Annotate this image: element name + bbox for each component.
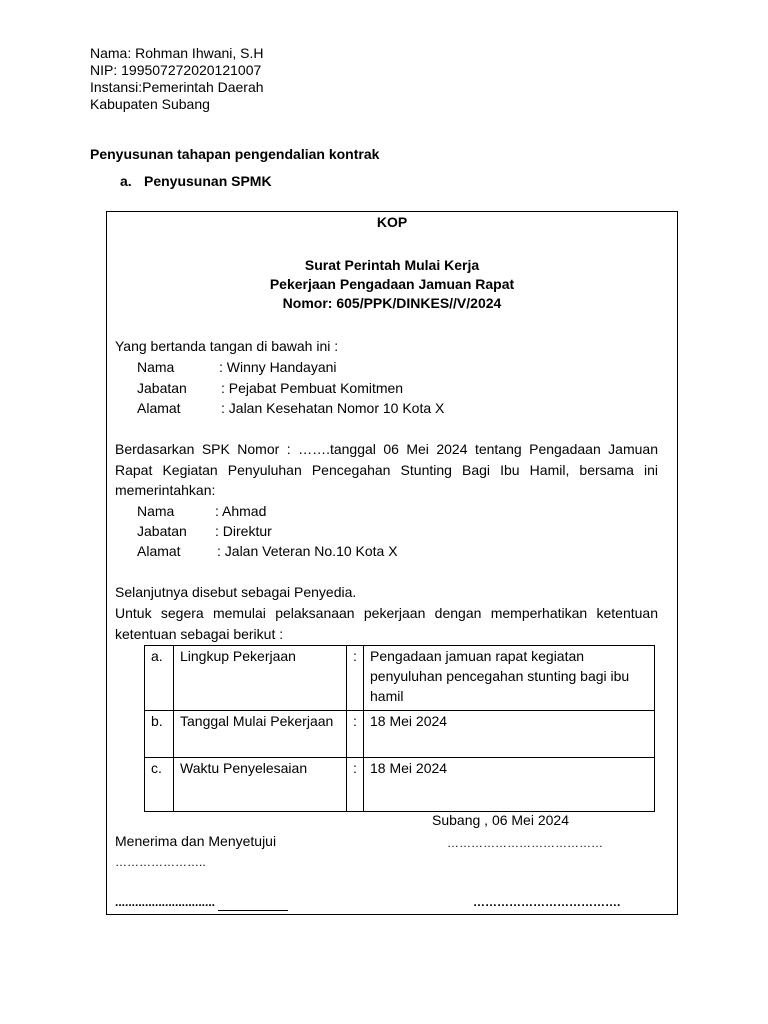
row-marker: a.	[145, 646, 174, 711]
letter-number: Nomor: 605/PPK/DINKES//V/2024	[282, 295, 502, 311]
row-label: Lingkup Pekerjaan	[174, 646, 347, 711]
table-row	[145, 758, 655, 812]
row-separator: :	[347, 646, 364, 711]
letter-title: Surat Perintah Mulai Kerja	[304, 257, 480, 273]
place-date: Subang , 06 Mei 2024	[432, 812, 569, 828]
row-value: Pengadaan jamuan rapat kegiatan penyuluhan pencegahan stunting bagi ibu hamil	[364, 646, 655, 711]
subsection-heading: Penyusunan SPMK	[144, 173, 272, 189]
signer-jabatan-label: Jabatan	[137, 380, 187, 396]
provider-note: Selanjutnya disebut sebagai Penyedia.	[115, 584, 357, 600]
intro-text: Yang bertanda tangan di bawah ini :	[115, 338, 339, 354]
instruction-line-1: Untuk segera memulai pelaksanaan pekerjaan dengan memperhatikan ketentuan	[115, 605, 658, 621]
signature-line-right: ……………………………….	[473, 895, 621, 909]
row-separator: :	[347, 758, 364, 812]
signer-alamat-value: : Jalan Kesehatan Nomor 10 Kota X	[221, 400, 445, 416]
section-heading: Penyusunan tahapan pengendalian kontrak	[90, 146, 380, 162]
scope-table	[144, 645, 655, 812]
table-row	[145, 711, 655, 758]
row-label: Tanggal Mulai Pekerjaan	[174, 711, 347, 758]
provider-nama-label: Nama	[137, 503, 175, 519]
author-kabupaten: Kabupaten Subang	[90, 96, 210, 112]
row-marker: b.	[145, 711, 174, 758]
row-label: Waktu Penyelesaian	[174, 758, 347, 812]
signer-nama-label: Nama	[137, 359, 175, 375]
provider-alamat-label: Alamat	[137, 543, 181, 559]
author-name: Nama: Rohman Ihwani, S.H	[90, 45, 264, 61]
provider-alamat-value: : Jalan Veteran No.10 Kota X	[217, 543, 398, 559]
provider-nama-value: : Ahmad	[215, 503, 267, 519]
row-separator: :	[347, 711, 364, 758]
row-value: 18 Mei 2024	[364, 711, 655, 758]
provider-jabatan-value: : Direktur	[215, 523, 272, 539]
kop-label: KOP	[376, 214, 408, 230]
provider-jabatan-label: Jabatan	[137, 523, 187, 539]
row-marker: c.	[145, 758, 174, 812]
left-dots-line: …………………..	[115, 855, 206, 869]
right-dots-line: …………………………………	[447, 836, 603, 850]
signature-underline-left	[218, 898, 288, 911]
letter-subtitle: Pekerjaan Pengadaan Jamuan Rapat	[269, 276, 515, 292]
subsection-marker: a.	[120, 173, 132, 189]
basis-line-3: memerintahkan:	[115, 482, 216, 498]
signer-alamat-label: Alamat	[137, 400, 181, 416]
author-instansi: Instansi:Pemerintah Daerah	[90, 79, 264, 95]
row-value: 18 Mei 2024	[364, 758, 655, 812]
signature-line-left	[115, 894, 288, 911]
accept-label: Menerima dan Menyetujui	[115, 833, 277, 849]
basis-line-2: Rapat Kegiatan Penyuluhan Pencegahan Stunting Bagi Ibu Hamil, bersama ini	[115, 462, 658, 478]
signer-jabatan-value: : Pejabat Pembuat Komitmen	[221, 380, 404, 396]
basis-line-1: Berdasarkan SPK Nomor : …….tanggal 06 Mei 2024 tentang Pengadaan Jamuan	[115, 441, 658, 457]
signature-dots-left: ..............................	[115, 895, 216, 909]
table-row	[145, 646, 655, 711]
signer-nama-value: : Winny Handayani	[219, 359, 337, 375]
author-nip: NIP: 199507272020121007	[90, 62, 262, 78]
instruction-line-2: ketentuan sebagai berikut :	[115, 626, 284, 642]
spmk-letter-box	[106, 211, 678, 915]
